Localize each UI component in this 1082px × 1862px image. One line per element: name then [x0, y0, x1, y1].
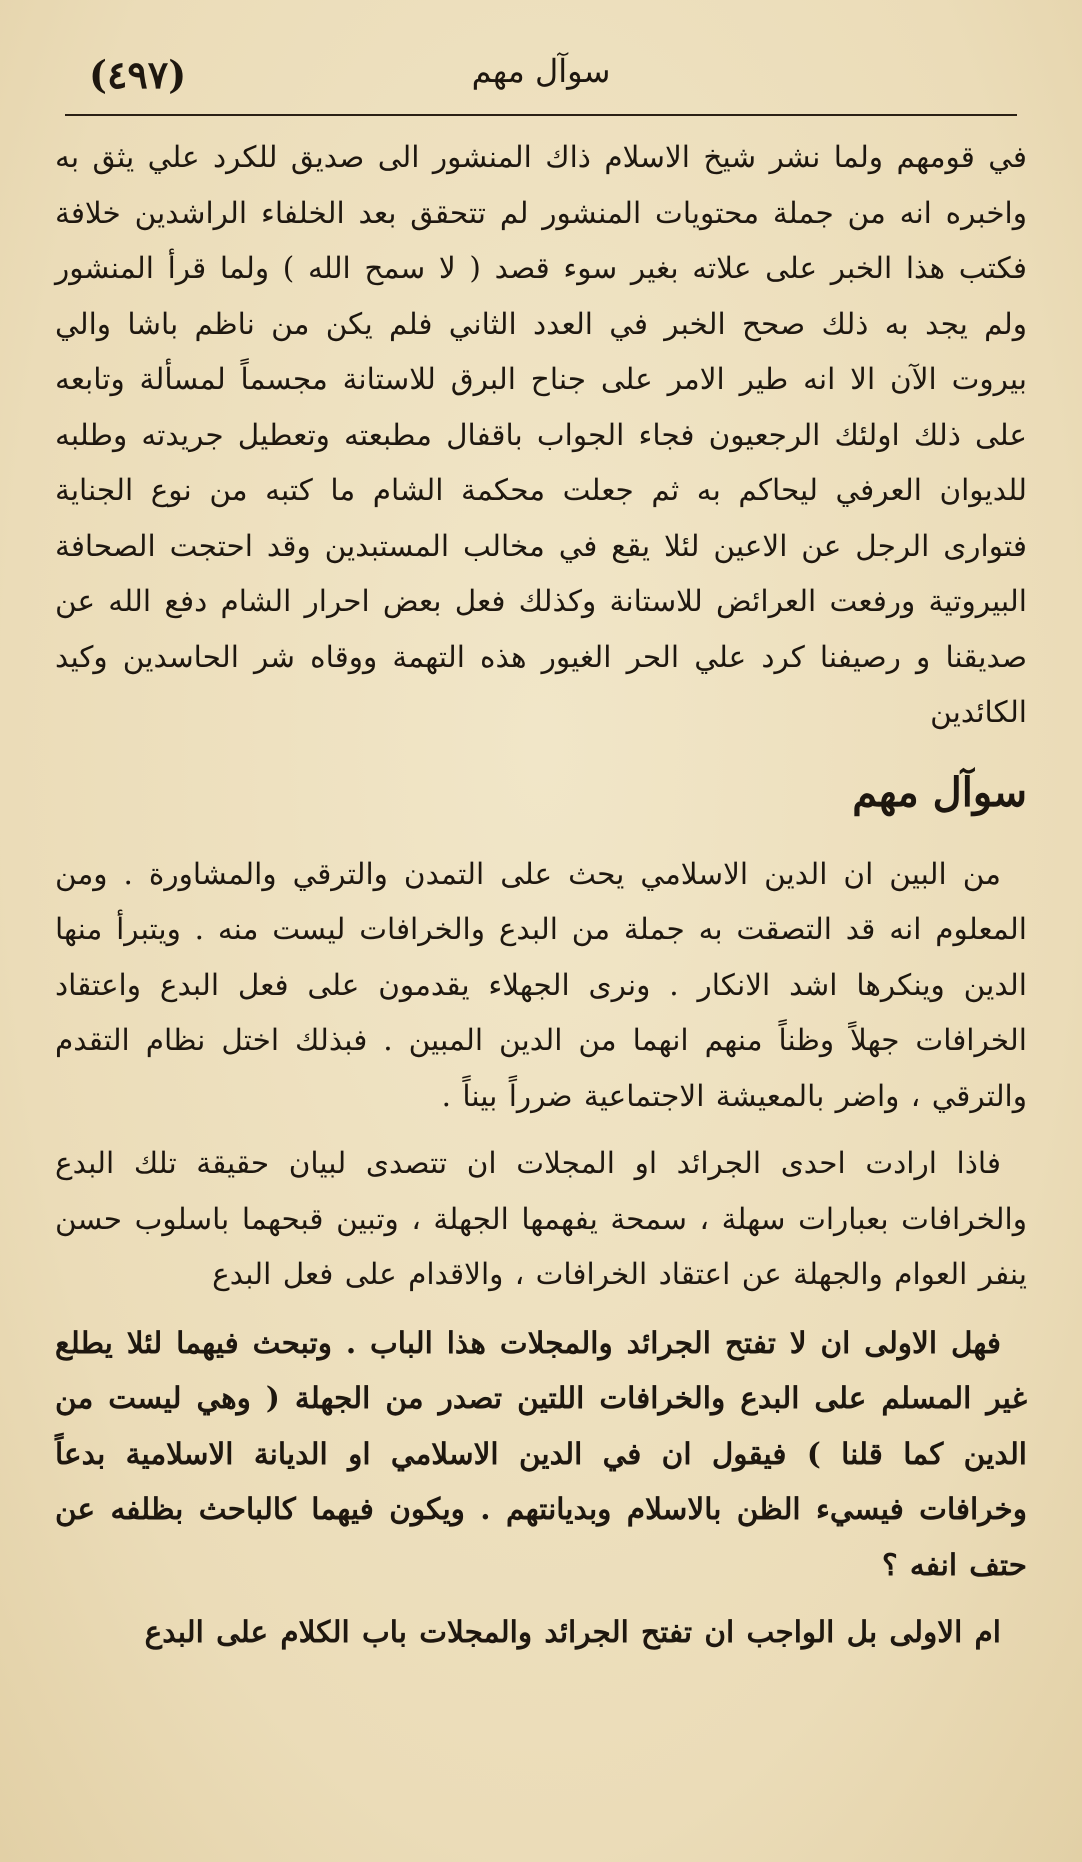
running-title: سوآل مهم [471, 52, 611, 90]
section-title: سوآل مهم [852, 768, 1027, 816]
paragraph-gap [55, 1303, 1027, 1315]
header-rule [65, 114, 1017, 116]
paragraph-gap [55, 1592, 1027, 1604]
section-paragraph: ام الاولى بل الواجب ان تفتح الجرائد والمجلات باب الكلام على البدع [144, 1614, 1001, 1649]
intro-paragraph: في قومهم ولما نشر شيخ الاسلام ذاك المنشور الى صديق للكرد علي يثق به واخبره انه من جملة محتويات المنشور لم تتحقق بعد الخلفاء الراشدين خلافة فكتب هذا الخبر على علاته بغير سوء قصد ( لا سمح الله ) ولما قرأ المنشور ولم يجد به ذلك صحح الخبر في العدد الثاني فلم يكن من ناظم باشا والي بيروت الآن الا انه طير الامر على جناح البرق للاستانة مجسماً لمسألة وتابعه على ذلك اولئك الرجعيون فجاء الجواب باقفال مطبعته وتعطيل جريدته وطلبه للديوان العرفي ليحاكم به ثم جعلت محكمة الشام ما كتبه من نوع الجناية فتوارى الرجل عن الاعين لئلا يقع في مخالب المستبدين وقد احتجت الصحافة البيروتية ورفعت العرائض للاستانة وكذلك فعل بعض احرار الشام دفع الله عن صديقنا و رصيفنا كرد علي الحر الغيور هذه التهمة ووقاه شر الحاسدين وكيد الكائدين [55, 140, 1027, 729]
paragraph-gap [55, 1124, 1027, 1136]
section-paragraph: فهل الاولى ان لا تفتح الجرائد والمجلات هذا الباب . وتبحث فيهما لئلا يطلع غير المسلم على البدع والخرافات اللتين تصدر من الجهلة ( وهي ليست من الدين كما قلنا ) فيقول ان في الدين الاسلامي او الديانة الاسلامية بدعاً وخرافات فيسيء الظن بالاسلام وبديانتهم . ويكون فيهما كالباحث بظلفه عن حتف انفه ؟ [55, 1324, 1027, 1582]
page-number: (٤٩٧) [89, 52, 187, 97]
article-body [55, 130, 1027, 1660]
section-paragraph: من البين ان الدين الاسلامي يحث على التمدن والترقي والمشاورة . ومن المعلوم انه قد التصقت به جملة من البدع والخرافات ليست منه . ويتبرأ منها الدين وينكرها اشد الانكار . ونرى الجهلاء يقدمون على فعل البدع واعتقاد الخرافات جهلاً وظناً منهم انهما من الدين المبين . فبذلك اختل نظام التقدم والترقي ، واضر بالمعيشة الاجتماعية ضرراً بيناً . [55, 856, 1027, 1113]
page-header [55, 52, 1027, 114]
section-paragraph: فاذا ارادت احدى الجرائد او المجلات ان تتصدى لبيان حقيقة تلك البدع والخرافات بعبارات سهلة ، سمحة يفهمها الجهلة ، وتبين قبحهما باسلوب حسن ينفر العوام والجهلة عن اعتقاد الخرافات ، والاقدام على فعل البدع [55, 1146, 1027, 1291]
